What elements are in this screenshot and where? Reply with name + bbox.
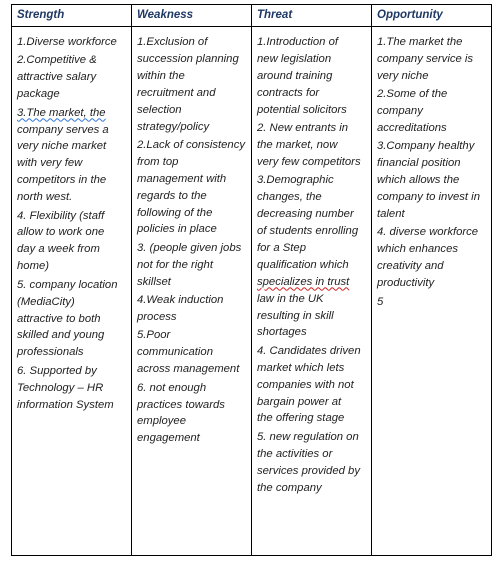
text-line: 6. Supported by [17,364,97,377]
text-line: day a week from [17,243,100,256]
text-line: resulting in skill [257,309,334,322]
weakness-item-4 [137,292,245,326]
header-strength: Strength [17,9,65,21]
text-line: employee [137,415,186,428]
strength-item-2 [17,52,117,103]
text-line: around training [257,69,333,82]
text-line: information System [17,398,114,411]
text-line: company to invest in [377,191,480,204]
threat-item-5 [257,429,361,497]
text-line: (MediaCity) [17,295,75,308]
weakness-item-1 [137,34,245,135]
opportunity-column [377,34,480,311]
text-line: decreasing number [257,208,354,221]
text-line: new legislation [257,52,332,65]
table-border-left [11,4,12,556]
text-line: accreditations [377,122,447,135]
text-line: potential solicitors [257,103,347,116]
opportunity-item-3 [377,138,480,223]
text-line: 6. not enough [137,381,207,394]
text-line: shortages [257,326,307,339]
text-line: 1.Introduction of [257,36,339,48]
strength-item-3 [17,105,117,206]
weakness-item-3 [137,240,245,291]
text-line: within the [137,69,185,82]
text-line: for a Step [257,241,306,254]
text-line: allow to work one [17,226,105,239]
text-line: 2.Competitive & [17,54,97,67]
text-line: specializes in trust [257,275,350,288]
text-line: company service is [377,52,474,65]
text-line: company serves a [17,123,109,136]
strength-item-6 [17,363,117,414]
text-line: qualification which [257,258,349,271]
text-line: 4. diverse workforce [377,226,479,239]
weakness-item-6 [137,380,245,448]
text-line: 1.The market the [377,36,463,48]
threat-item-4 [257,343,361,428]
weakness-item-5 [137,327,245,378]
text-line: the activities or [257,447,333,460]
text-line: 5.Poor [137,329,171,342]
text-line: attractive to both [17,312,101,325]
text-line: 3.The market, the [17,106,106,119]
text-line: 5 [377,295,384,308]
text-line: with very few [17,157,83,170]
opportunity-item-2 [377,86,480,137]
threat-item-3 [257,172,361,341]
text-line: Technology – HR [17,381,104,394]
text-line: which allows the [377,174,460,187]
text-line: very niche [377,69,429,82]
text-line: 5. company location [17,278,118,291]
text-line: home) [17,260,50,273]
text-line: 1.Diverse workforce [17,36,117,48]
header-divider [11,26,492,27]
text-line: 4. Candidates driven [257,344,361,357]
text-line: 5. new regulation on [257,430,359,443]
text-line: companies with not [257,378,354,391]
strength-item-4 [17,208,117,276]
weakness-column [137,34,245,447]
text-line: professionals [17,346,84,359]
text-line: 4.Weak induction [137,294,224,307]
text-line: 1.Exclusion of [137,36,208,48]
text-line: communication [137,346,213,359]
text-line: 3. (people given jobs [137,241,242,254]
text-line: 4. Flexibility (staff [17,209,105,222]
text-line: skilled and young [17,329,105,342]
text-line: creativity and [377,260,444,273]
header-opportunity: Opportunity [377,9,443,21]
text-line: market which lets [257,361,345,374]
text-line: bargain power at [257,395,342,408]
opportunity-item-4 [377,224,480,292]
text-line: very few competitors [257,155,361,168]
text-line: strategy/policy [137,120,210,133]
text-line: selection [137,103,182,116]
text-line: 3.Company healthy [377,140,475,153]
threat-column [257,34,361,496]
text-line: process [137,311,177,323]
column-divider [251,4,252,556]
table-border-top [11,4,492,5]
text-line: changes, the [257,191,322,204]
text-line: competitors in the [17,174,107,187]
table-border-bottom [11,555,492,556]
text-line: 2. New entrants in [257,122,349,135]
text-line: attractive salary [17,71,97,84]
text-line: regards to the [137,189,207,202]
text-line: following of the [137,206,213,219]
text-line: policies in place [137,223,217,236]
text-line: practices towards [137,398,225,411]
text-line: 3.Demographic [257,174,334,187]
text-line: which enhances [377,243,459,256]
opportunity-item-1 [377,34,480,85]
text-line: very niche market [17,140,107,153]
column-divider [371,4,372,556]
text-line: 2.Lack of consistency [137,138,246,151]
text-line: the offering stage [257,412,345,425]
text-line: across management [137,363,240,376]
text-line: talent [377,208,405,221]
text-line: north west. [17,191,73,204]
text-line: recruitment and [137,86,216,99]
text-line: management with [137,172,227,185]
text-line: succession planning [137,52,239,65]
header-threat: Threat [257,9,293,21]
text-line: skillset [137,275,171,288]
swot-table [11,4,491,556]
header-weakness: Weakness [137,9,194,21]
text-line: of students enrolling [257,224,359,237]
column-divider [131,4,132,556]
text-line: the market, now [257,138,338,151]
table-border-right [491,4,492,556]
threat-item-2 [257,120,361,171]
text-line: financial position [377,157,461,170]
text-line: from top [137,155,179,168]
strength-column [17,34,117,413]
text-line: contracts for [257,86,320,99]
weakness-item-2 [137,137,245,238]
text-line: 2.Some of the [377,88,448,101]
text-line: productivity [377,277,435,290]
text-line: engagement [137,432,200,445]
text-line: services provided by [257,464,360,477]
text-line: package [17,88,60,101]
text-line: the company [257,481,322,494]
opportunity-item-5 [377,294,480,311]
text-line: law in the UK [257,292,324,305]
strength-item-5 [17,277,117,362]
threat-item-1 [257,34,361,119]
text-line: not for the right [137,258,213,271]
strength-item-1 [17,34,117,51]
text-line: company [377,105,423,118]
